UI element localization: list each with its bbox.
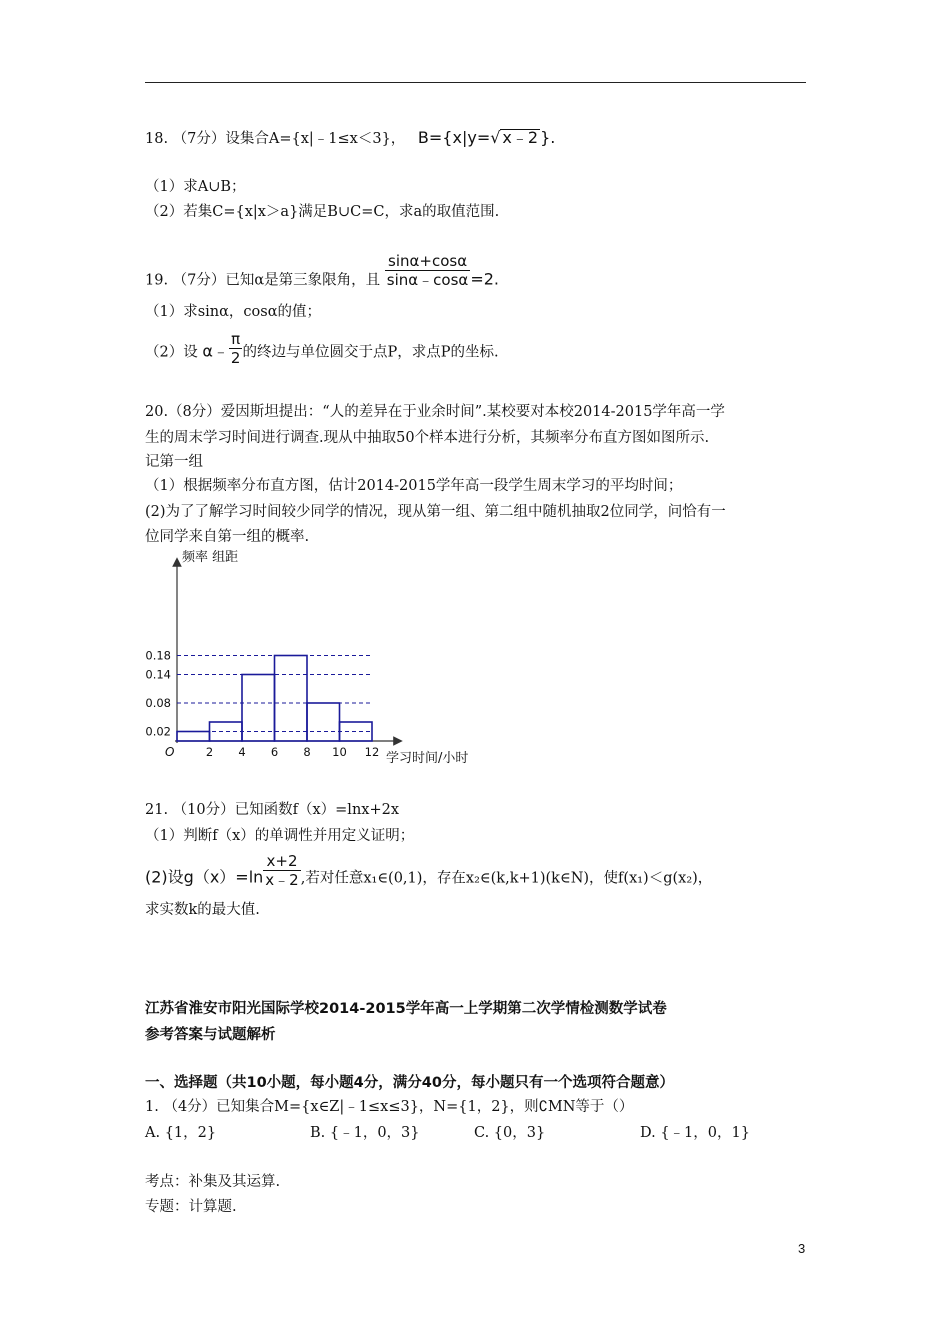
answers-title: 江苏省淮安市阳光国际学校2014-2015学年高一上学期第二次学情检测数学试卷 [145, 1001, 667, 1017]
section-heading: 一、选择题（共10小题，每小题4分，满分40分，每小题只有一个选项符合题意） [145, 1075, 674, 1091]
y-axis-title: 频率 组距 [182, 550, 239, 565]
y-tick-label: 0.14 [145, 667, 171, 682]
option-b: B. {﹣1，0，3} [310, 1125, 420, 1141]
q20-line2: 生的周末学习时间进行调查.现从中抽取50个样本进行分析，其频率分布直方图如图所示. [145, 430, 710, 446]
x-tick-label: 8 [303, 745, 311, 759]
q21-part1: （1）判断f（x）的单调性并用定义证明； [145, 828, 415, 844]
zhuanti: 专题：计算题. [145, 1199, 237, 1215]
option-d: D. {﹣1，0，1} [640, 1125, 750, 1141]
q18-part1: （1）求A∪B； [145, 179, 246, 195]
q21-part2: (2)设g（x）=ln $\frac{x+2}{x﹣2}$ ,若对任意x₁∈(0,1)，存在x₂∈(k,k+1)(k∈N)，使f(x₁)＜g(x₂)， [145, 852, 713, 889]
option-a: A. {1，2} [145, 1125, 217, 1141]
q21-fraction: $\frac{x+2}{x﹣2}$ [265, 852, 299, 889]
page-number: 3 [798, 1241, 806, 1256]
histogram-bar-3 [275, 656, 308, 742]
x-tick-label: 4 [238, 745, 246, 759]
q20-line5: (2)为了了解学习时间较少同学的情况，现从第一组、第二组中随机抽取2位同学，问恰有一 [145, 504, 726, 520]
q18-radicand: x﹣2 [502, 128, 539, 147]
q1-stem: 1. （4分）已知集合M={x∈Z|﹣1≤x≤3}，N={1，2}，则∁MN等于（） [145, 1099, 634, 1115]
histogram-bar-4 [307, 703, 340, 741]
q19-fraction: $\frac{\sin\alpha+\cos\alpha}{\sin\alpha﹣\cos\alpha}$ [386, 252, 469, 289]
q20-line4: （1）根据频率分布直方图，估计2014-2015学年高一段学生周末学习的平均时间； [145, 478, 683, 494]
q21-part2-line2: 求实数k的最大值. [145, 902, 260, 918]
option-c: C. {0，3} [474, 1125, 546, 1141]
q20-line1: 20.（8分）爱因斯坦提出：“人的差异在于业余时间”.某校要对本校2014-2015学年高一学 [145, 404, 725, 420]
x-tick-label: 10 [332, 745, 347, 759]
q18-set-b: B={x|y=√ x﹣2 }. [417, 128, 556, 147]
q20-line6: 位同学来自第一组的概率. [145, 529, 310, 545]
q18-stem: 18. （7分）设集合A={x|﹣1≤x＜3}， B={x|y=√ x﹣2 }. [145, 128, 556, 147]
q19-pi-over-2: $\frac{\pi}{2}$ [230, 330, 241, 367]
x-tick-label: 2 [205, 745, 214, 759]
y-tick-label: 0.18 [145, 648, 171, 663]
x-axis-title: 学习时间/小时 [386, 751, 469, 766]
q19-part1: （1）求sinα，cosα的值； [145, 304, 322, 320]
origin-label: O [165, 745, 175, 759]
x-tick-label: 12 [364, 745, 380, 759]
q21-stem: 21. （10分）已知函数f（x）=lnx+2x [145, 802, 400, 818]
q20-line3: 记第一组 [145, 454, 203, 470]
y-tick-label: 0.08 [145, 696, 171, 710]
q18-part2: （2）若集C={x|x＞a}满足B∪C=C，求a的取值范围. [145, 204, 500, 220]
x-tick-label: 6 [270, 745, 279, 759]
kaodian: 考点：补集及其运算. [145, 1174, 281, 1190]
histogram-bar-0 [177, 732, 210, 742]
y-tick-label: 0.02 [145, 724, 171, 739]
answers-subtitle: 参考答案与试题解析 [145, 1027, 276, 1043]
q19-part2: （2）设 α﹣ $\frac{\pi}{2}$ 的终边与单位圆交于点P，求点P的坐标. [145, 330, 499, 367]
frequency-histogram [140, 548, 500, 770]
q19-stem: 19. （7分）已知α是第三象限角，且 $\frac{\sin\alpha+\cos\alpha}{\sin\alpha﹣\cos\alpha}$ =2. [145, 252, 499, 289]
header-rule [145, 82, 806, 83]
